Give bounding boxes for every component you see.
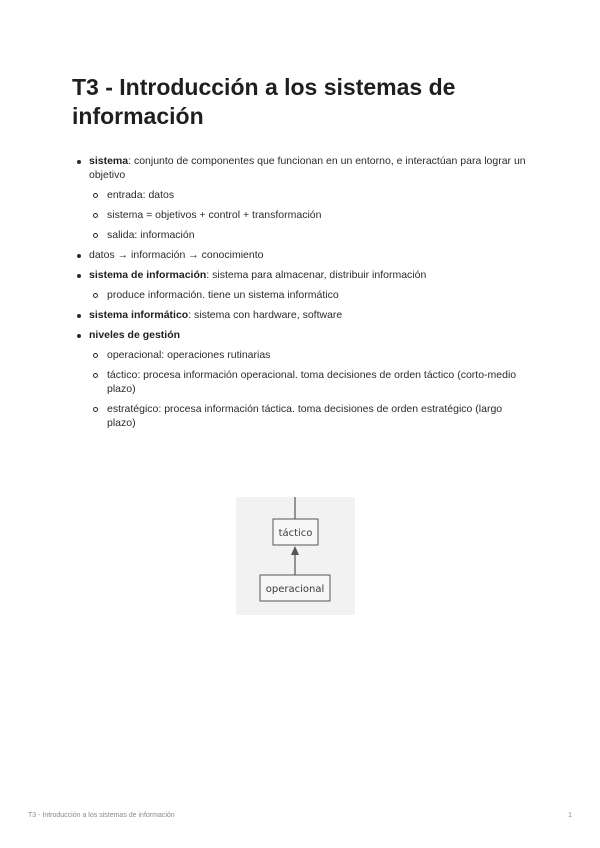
arrow-head <box>291 546 299 555</box>
definition: : sistema con hardware, software <box>188 309 343 321</box>
box-tactico-label: táctico <box>278 528 313 539</box>
list-item-sistema-de-informacion <box>72 268 532 302</box>
sub-list-item: táctico: procesa información operacional. toma decisiones de orden táctico (corto-medio plazo) <box>89 368 532 396</box>
sub-list-item: sistema = objetivos + control + transformación <box>89 208 532 222</box>
management-levels-diagram <box>236 497 355 615</box>
bullet-list <box>72 154 532 430</box>
page-number: 1 <box>568 812 572 819</box>
list-item-sistema-informatico <box>72 308 532 322</box>
list-item-niveles-de-gestion <box>72 328 532 430</box>
footer-title: T3 - Introducción a los sistemas de información <box>28 812 175 819</box>
sub-list-item: produce información. tiene un sistema informático <box>89 288 532 302</box>
list-item-sistema <box>72 154 532 242</box>
term: sistema de información <box>89 269 207 281</box>
term: sistema <box>89 155 129 167</box>
sub-list-item: entrada: datos <box>89 188 532 202</box>
definition: datos → información → conocimiento <box>89 249 264 261</box>
sub-list-item: estratégico: procesa información táctica. toma decisiones de orden estratégico (largo plazo) <box>89 402 532 430</box>
page-footer <box>28 812 572 819</box>
term: sistema informático <box>89 309 189 321</box>
sub-list <box>89 288 532 302</box>
sub-list <box>89 188 532 242</box>
definition: : sistema para almacenar, distribuir información <box>206 269 427 281</box>
page-title: T3 - Introducción a los sistemas de información <box>72 74 456 129</box>
term: niveles de gestión <box>89 329 181 341</box>
sub-list-item: operacional: operaciones rutinarias <box>89 348 532 362</box>
notes-content <box>72 154 532 436</box>
diagram-svg <box>236 497 355 615</box>
list-item-datos <box>72 248 532 262</box>
sub-list <box>89 348 532 430</box>
box-operacional-label: operacional <box>265 584 325 595</box>
definition: : conjunto de componentes que funcionan en un entorno, e interactúan para lograr un objetivo <box>89 155 526 181</box>
sub-list-item: salida: información <box>89 228 532 242</box>
